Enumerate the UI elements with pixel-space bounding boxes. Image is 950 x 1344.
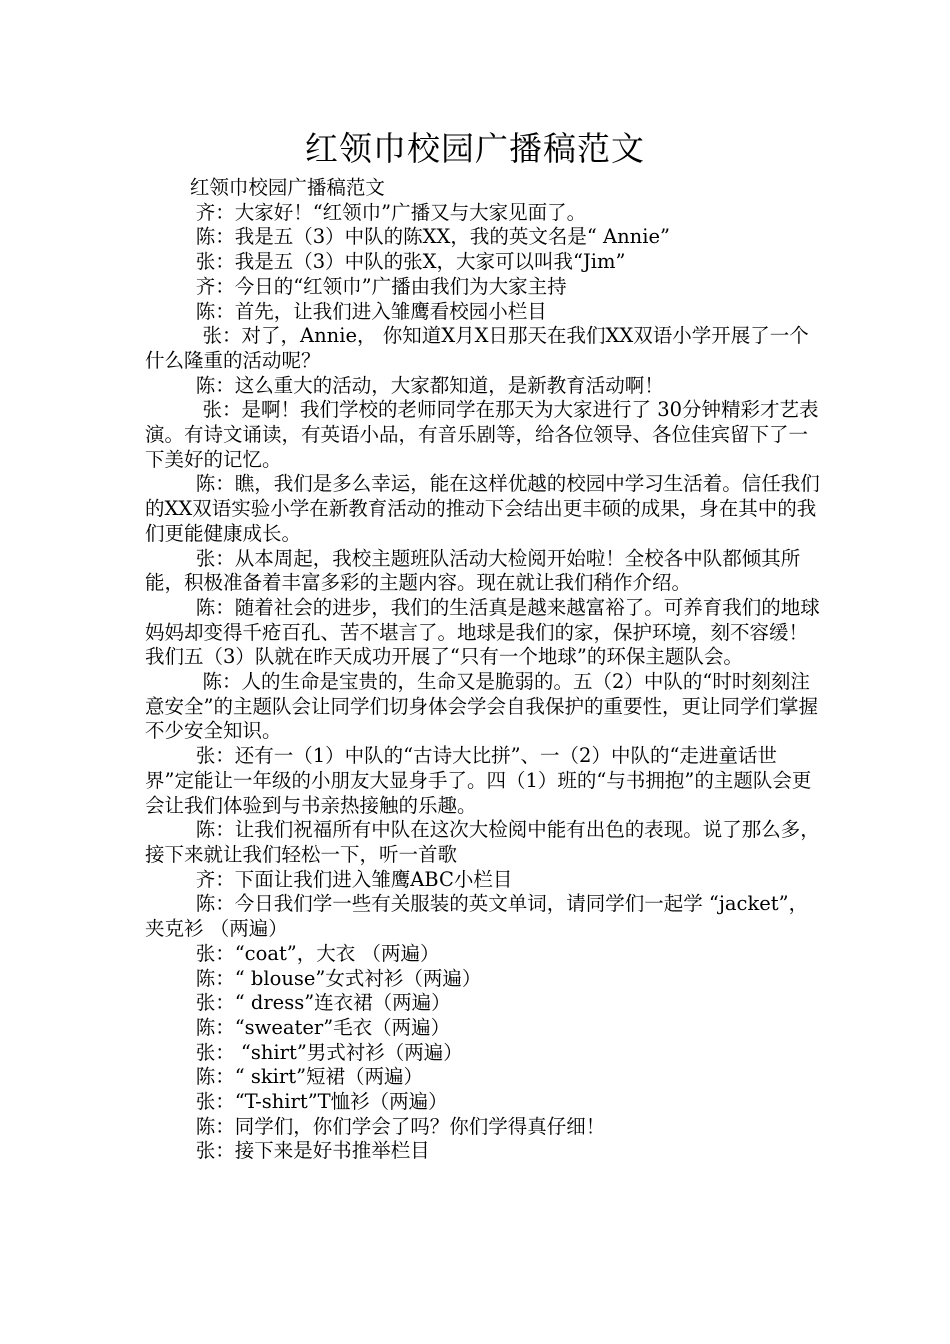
dialogue-paragraph: 陈：随着社会的进步，我们的生活真是越来越富裕了。可养育我们的地球妈妈却变得千疮百孔、苦不堪言了。地球是我们的家，保护环境，刻不容缓！我们五（3）队就在昨天成功开展了“只有一个地球”的环保主题队会。 [145,595,820,669]
dialogue-paragraph: 陈：首先，让我们进入雏鹰看校园小栏目 [195,299,547,323]
dialogue-paragraph: 陈：人的生命是宝贵的，生命又是脆弱的。五（2）中队的“时时刻刻注意安全”的主题队会让同学们切身体会学会自我保护的重要性，更让同学们掌握不少安全知识。 [145,670,818,743]
dialogue-paragraph: 陈：今日我们学一些有关服装的英文单词，请同学们一起学 “jacket”，夹克衫 （两遍） [145,892,809,941]
document-body [145,176,825,1164]
dialogue-paragraph: 齐：今日的“红领巾”广播由我们为大家主持 [195,274,567,298]
subtitle-paragraph: 红领巾校园广播稿范文 [189,176,385,199]
dialogue-paragraph: 陈：我是五（3）中队的陈XX，我的英文名是“ Annie” [195,225,670,249]
dialogue-paragraph: 陈：瞧，我们是多么幸运，能在这样优越的校园中学习生活着。信任我们的XX双语实验小学在新教育活动的推动下会结出更丰硕的成果，身在其中的我们更能健康成长。 [145,472,820,545]
dialogue-paragraph: 张：对了，Annie， 你知道X月X日那天在我们XX双语小学开展了一个什么隆重的活动呢？ [145,324,809,372]
vocab-line: 张：“ dress”连衣裙（两遍） [195,991,451,1015]
vocab-line: 陈：“sweater”毛衣（两遍） [195,1015,451,1039]
dialogue-paragraph: 齐：大家好！“红领巾”广播又与大家见面了。 [195,200,587,224]
vocab-line: 张：“T-shirt”T恤衫（两遍） [195,1090,448,1114]
vocab-line: 张：“coat”，大衣 （两遍） [195,941,440,965]
vocab-line: 陈：“ blouse”女式衬衫（两遍） [195,966,482,990]
dialogue-paragraph: 陈：让我们祝福所有中队在这次大检阅中能有出色的表现。说了那么多，接下来就让我们轻松一下，听一首歌 [145,818,820,866]
dialogue-paragraph: 张：是啊！我们学校的老师同学在那天为大家进行了 30分钟精彩才艺表演。有诗文诵读，有英语小品，有音乐剧等，给各位领导、各位佳宾留下了一下美好的记忆。 [145,398,819,471]
vocab-line: 张： “shirt”男式衬衫（两遍） [195,1040,463,1064]
dialogue-paragraph: 齐：下面让我们进入雏鹰ABC小栏目 [195,867,513,891]
vocab-line: 陈：“ skirt”短裙（两遍） [195,1065,424,1089]
dialogue-paragraph: 张：接下来是好书推举栏目 [195,1139,430,1163]
document-title: 红领巾校园广播稿范文 [305,129,645,168]
dialogue-paragraph: 张：我是五（3）中队的张X，大家可以叫我“Jim” [195,250,626,274]
dialogue-paragraph: 张：从本周起，我校主题班队活动大检阅开始啦！全校各中队都倾其所能，积极准备着丰富多彩的主题内容。现在就让我们稍作介绍。 [145,546,801,595]
dialogue-paragraph: 张：还有一（1）中队的“古诗大比拼”、一（2）中队的“走进童话世界”定能让一年级的小朋友大显身手了。四（1）班的“与书拥抱”的主题队会更会让我们体验到与书亲热接触的乐趣。 [145,744,812,817]
dialogue-paragraph: 陈：这么重大的活动，大家都知道，是新教育活动啊！ [195,373,664,397]
dialogue-paragraph: 陈：同学们，你们学会了吗？你们学得真仔细！ [195,1114,606,1138]
